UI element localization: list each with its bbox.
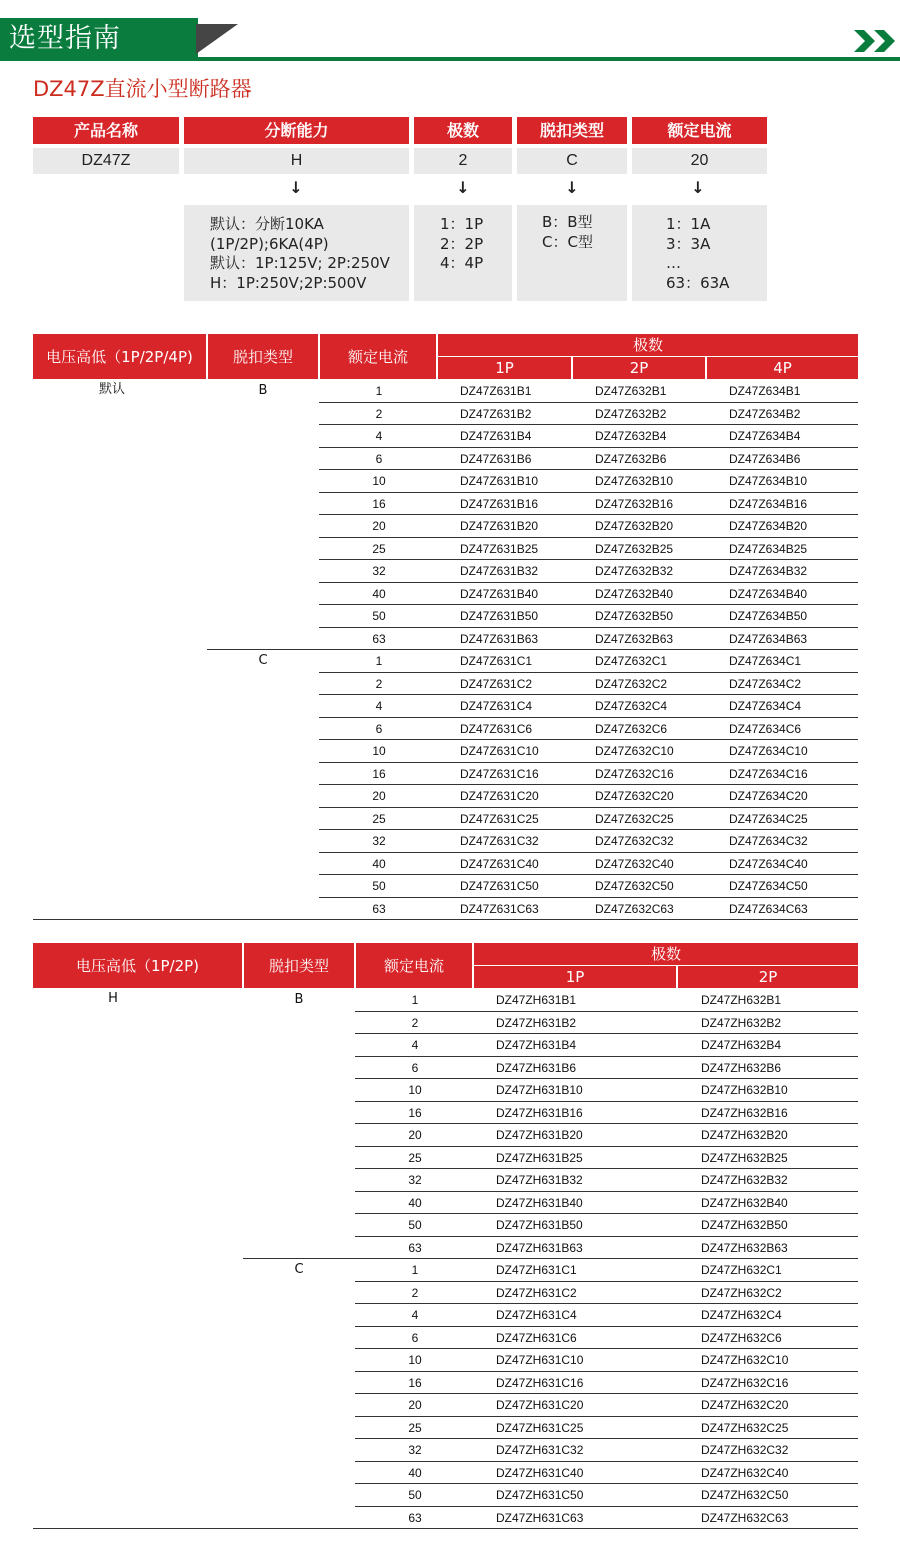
- column-header-rated-current: 额定电流: [320, 334, 436, 379]
- rated-current-cell: 50: [408, 1218, 422, 1232]
- model-code-cell: DZ47Z632B4: [595, 429, 667, 443]
- rated-current-cell: 6: [375, 721, 383, 736]
- model-code-cell: DZ47ZH631C4: [496, 1308, 577, 1322]
- option-line: 默认：1P:125V; 2P:250V: [210, 254, 390, 272]
- selection-header-product-name: 产品名称: [33, 117, 179, 144]
- model-code-cell: DZ47Z634B20: [729, 519, 808, 533]
- model-code-cell: DZ47ZH632B25: [701, 1150, 788, 1165]
- option-line: C：C型: [542, 232, 593, 251]
- model-code-cell: DZ47Z632B2: [595, 406, 667, 421]
- double-chevron-right-icon: [852, 27, 900, 55]
- selection-options-breaking-capacity: [184, 205, 409, 301]
- model-code-cell: DZ47ZH631B50: [496, 1218, 583, 1232]
- voltage-value: 默认: [98, 382, 125, 397]
- rated-current-cell: 1: [375, 384, 383, 398]
- model-code-cell: DZ47ZH632C50: [701, 1488, 789, 1502]
- model-code-cell: DZ47ZH632B63: [701, 1240, 788, 1255]
- model-code-cell: DZ47Z634B32: [729, 564, 808, 578]
- rated-current-cell: 25: [408, 1420, 422, 1435]
- section-title: 选型指南: [9, 23, 121, 54]
- rated-current-cell: 1: [411, 1263, 419, 1277]
- rated-current-cell: 4: [375, 699, 383, 713]
- rated-current-cell: 16: [372, 496, 386, 511]
- model-code-cell: DZ47Z634B4: [729, 429, 801, 443]
- column-header-poles: 极数: [438, 334, 858, 356]
- model-code-cell: DZ47ZH632B1: [701, 993, 782, 1007]
- rated-current-cell: 50: [372, 609, 386, 623]
- trip-type-label: C: [294, 1262, 304, 1277]
- model-code-cell: DZ47Z631B4: [460, 429, 532, 443]
- model-code-cell: DZ47Z634B25: [729, 541, 808, 556]
- model-code-cell: DZ47ZH632C16: [701, 1375, 789, 1390]
- model-code-cell: DZ47ZH631B20: [496, 1128, 583, 1142]
- rated-current-cell: 10: [372, 474, 386, 488]
- trip-type-label: C: [258, 653, 268, 668]
- model-code-cell: DZ47ZH631C50: [496, 1488, 584, 1502]
- product-title: DZ47Z直流小型断路器: [33, 77, 252, 101]
- model-code-cell: DZ47ZH632B40: [701, 1195, 788, 1210]
- down-arrow-icon: ↓: [289, 178, 303, 197]
- header-divider: [0, 57, 900, 61]
- rated-current-cell: 4: [375, 429, 383, 443]
- model-code-cell: DZ47ZH631C40: [496, 1465, 584, 1480]
- model-code-cell: DZ47ZH632B2: [701, 1015, 782, 1030]
- model-code-cell: DZ47ZH631B10: [496, 1083, 583, 1097]
- model-code-cell: DZ47Z631C25: [460, 811, 539, 826]
- rated-current-cell: 63: [408, 1510, 422, 1525]
- column-header-voltage: 电压高低（1P/2P/4P): [33, 334, 206, 379]
- rated-current-cell: 20: [408, 1398, 422, 1412]
- model-code-cell: DZ47Z632B32: [595, 564, 674, 578]
- down-arrow-icon: ↓: [456, 178, 470, 197]
- model-code-cell: DZ47ZH631C32: [496, 1443, 584, 1457]
- rated-current-cell: 40: [372, 856, 386, 871]
- model-code-cell: DZ47ZH632C20: [701, 1398, 789, 1412]
- rated-current-cell: 32: [372, 564, 386, 578]
- model-code-cell: DZ47ZH632C4: [701, 1308, 782, 1322]
- selection-options-poles: [414, 205, 512, 301]
- model-code-cell: DZ47Z634C40: [729, 856, 808, 871]
- option-line: 1：1A: [666, 215, 711, 233]
- model-code-cell: DZ47Z634C16: [729, 766, 808, 781]
- down-arrow-icon: ↓: [565, 178, 579, 197]
- model-code-cell: DZ47Z631C63: [460, 901, 539, 916]
- model-code-cell: DZ47Z631C2: [460, 676, 533, 691]
- rated-current-cell: 10: [372, 744, 386, 758]
- model-code-cell: DZ47ZH631B1: [496, 993, 577, 1007]
- rated-current-cell: 10: [408, 1083, 422, 1097]
- model-code-cell: DZ47ZH631C20: [496, 1398, 584, 1412]
- model-code-cell: DZ47Z634C6: [729, 721, 802, 736]
- model-code-cell: DZ47Z631B6: [460, 451, 532, 466]
- selection-value-product-name: DZ47Z: [33, 148, 179, 174]
- model-code-cell: DZ47Z631C10: [460, 744, 539, 758]
- model-code-cell: DZ47ZH632B10: [701, 1083, 788, 1097]
- model-code-cell: DZ47ZH631C10: [496, 1353, 584, 1367]
- rated-current-cell: 32: [408, 1173, 422, 1187]
- model-code-cell: DZ47Z632C63: [595, 901, 674, 916]
- model-code-cell: DZ47Z632B25: [595, 541, 674, 556]
- model-code-cell: DZ47ZH632C1: [701, 1263, 782, 1277]
- model-code-cell: DZ47Z631B20: [460, 519, 539, 533]
- model-code-cell: DZ47ZH631C25: [496, 1420, 584, 1435]
- model-code-cell: DZ47Z632B20: [595, 519, 674, 533]
- model-code-cell: DZ47Z631B32: [460, 564, 539, 578]
- rated-current-cell: 10: [408, 1353, 422, 1367]
- column-header-trip-type: 脱扣类型: [244, 943, 354, 988]
- selection-value-breaking-capacity: H: [184, 148, 409, 174]
- model-code-cell: DZ47Z631C50: [460, 879, 539, 893]
- rated-current-cell: 20: [372, 789, 386, 803]
- selection-header-trip-type: 脱扣类型: [517, 117, 627, 144]
- rated-current-cell: 20: [408, 1128, 422, 1142]
- column-header-2p: 2P: [678, 966, 858, 988]
- model-code-cell: DZ47ZH632C2: [701, 1285, 782, 1300]
- rated-current-cell: 63: [372, 901, 386, 916]
- column-header-2p: 2P: [573, 357, 705, 379]
- rated-current-cell: 40: [408, 1195, 422, 1210]
- model-code-cell: DZ47Z632B40: [595, 586, 674, 601]
- model-code-cell: DZ47Z632C16: [595, 766, 674, 781]
- section-header: [0, 0, 900, 62]
- model-code-cell: DZ47ZH632B6: [701, 1060, 782, 1075]
- model-code-cell: DZ47ZH631C2: [496, 1285, 577, 1300]
- rated-current-cell: 1: [411, 993, 419, 1007]
- rated-current-cell: 32: [408, 1443, 422, 1457]
- model-code-cell: DZ47Z634C32: [729, 834, 808, 848]
- model-code-cell: DZ47Z632C20: [595, 789, 674, 803]
- model-code-cell: DZ47ZH631B63: [496, 1240, 583, 1255]
- model-code-cell: DZ47ZH631C16: [496, 1375, 584, 1390]
- rated-current-cell: 4: [411, 1308, 419, 1322]
- model-code-cell: DZ47Z634C10: [729, 744, 808, 758]
- model-code-cell: DZ47Z632C32: [595, 834, 674, 848]
- model-code-cell: DZ47Z631C20: [460, 789, 539, 803]
- rated-current-cell: 40: [408, 1465, 422, 1480]
- option-line: 3：3A: [666, 234, 711, 253]
- rated-current-cell: 1: [375, 654, 383, 668]
- model-code-cell: DZ47Z631B40: [460, 586, 539, 601]
- table-bottom-border: [33, 1528, 858, 1529]
- model-code-cell: DZ47ZH632B16: [701, 1105, 788, 1120]
- model-code-cell: DZ47ZH631C1: [496, 1263, 577, 1277]
- rated-current-cell: 25: [372, 811, 386, 826]
- model-code-cell: DZ47ZH632C25: [701, 1420, 789, 1435]
- model-code-cell: DZ47Z631C32: [460, 834, 539, 848]
- model-code-cell: DZ47Z634C1: [729, 654, 802, 668]
- model-code-cell: DZ47ZH631B16: [496, 1105, 583, 1120]
- column-header-1p: 1P: [438, 357, 571, 379]
- column-header-voltage: 电压高低（1P/2P): [33, 943, 242, 988]
- model-code-cell: DZ47ZH632C10: [701, 1353, 789, 1367]
- model-code-cell: DZ47Z632B6: [595, 451, 667, 466]
- rated-current-cell: 20: [372, 519, 386, 533]
- model-code-cell: DZ47ZH631B6: [496, 1060, 577, 1075]
- model-code-cell: DZ47Z631C6: [460, 721, 533, 736]
- model-code-cell: DZ47ZH632B20: [701, 1128, 788, 1142]
- rated-current-cell: 63: [372, 631, 386, 646]
- model-code-cell: DZ47ZH631B4: [496, 1038, 577, 1052]
- model-code-cell: DZ47Z632B1: [595, 384, 667, 398]
- model-code-cell: DZ47Z632C50: [595, 879, 674, 893]
- rated-current-cell: 50: [408, 1488, 422, 1502]
- model-code-cell: DZ47Z632C40: [595, 856, 674, 871]
- rated-current-cell: 50: [372, 879, 386, 893]
- column-header-poles: 极数: [474, 943, 858, 965]
- rated-current-cell: 2: [375, 676, 383, 691]
- rated-current-cell: 6: [411, 1060, 419, 1075]
- model-code-cell: DZ47ZH632B32: [701, 1173, 788, 1187]
- model-code-cell: DZ47Z631B16: [460, 496, 539, 511]
- rated-current-cell: 40: [372, 586, 386, 601]
- model-code-cell: DZ47Z631B63: [460, 631, 539, 646]
- model-code-cell: DZ47Z631B2: [460, 406, 532, 421]
- voltage-value: H: [108, 991, 118, 1006]
- model-code-cell: DZ47Z634B10: [729, 474, 808, 488]
- model-code-cell: DZ47Z632C1: [595, 654, 668, 668]
- trip-type-label: B: [294, 992, 304, 1007]
- rated-current-cell: 16: [408, 1105, 422, 1120]
- model-code-cell: DZ47Z634C4: [729, 699, 802, 713]
- selection-header-breaking-capacity: 分断能力: [184, 117, 409, 144]
- model-code-cell: DZ47Z632C4: [595, 699, 668, 713]
- model-code-cell: DZ47Z632B50: [595, 609, 674, 623]
- model-code-cell: DZ47Z634B16: [729, 496, 808, 511]
- model-code-cell: DZ47Z632C10: [595, 744, 674, 758]
- option-line: 1：1P: [440, 215, 484, 233]
- model-code-cell: DZ47ZH631B25: [496, 1150, 583, 1165]
- model-code-cell: DZ47Z634C20: [729, 789, 808, 803]
- model-code-cell: DZ47Z632B63: [595, 631, 674, 646]
- model-code-cell: DZ47Z634B1: [729, 384, 801, 398]
- model-code-cell: DZ47ZH632C6: [701, 1330, 782, 1345]
- model-code-cell: DZ47Z634C50: [729, 879, 808, 893]
- option-line: …: [666, 254, 681, 272]
- model-code-cell: DZ47Z634B40: [729, 586, 808, 601]
- column-header-1p: 1P: [474, 966, 676, 988]
- column-header-4p: 4P: [707, 357, 858, 379]
- column-header-trip-type: 脱扣类型: [208, 334, 318, 379]
- model-code-cell: DZ47ZH631B2: [496, 1015, 577, 1030]
- model-code-cell: DZ47ZH632B4: [701, 1038, 782, 1052]
- model-code-cell: DZ47Z631C4: [460, 699, 533, 713]
- rated-current-cell: 2: [411, 1015, 419, 1030]
- trip-type-label: B: [258, 383, 268, 398]
- model-code-cell: DZ47ZH632C32: [701, 1443, 789, 1457]
- selection-value-trip-type: C: [517, 148, 627, 174]
- option-line: 2：2P: [440, 234, 484, 253]
- model-code-cell: DZ47Z631C40: [460, 856, 539, 871]
- model-code-cell: DZ47Z634B50: [729, 609, 808, 623]
- model-code-cell: DZ47Z631B25: [460, 541, 539, 556]
- rated-current-cell: 25: [408, 1150, 422, 1165]
- model-code-cell: DZ47Z631C16: [460, 766, 539, 781]
- option-line: H：1P:250V;2P:500V: [210, 273, 367, 292]
- model-code-cell: DZ47Z634B2: [729, 406, 801, 421]
- model-code-cell: DZ47Z632C25: [595, 811, 674, 826]
- model-code-cell: DZ47ZH631B32: [496, 1173, 583, 1187]
- model-code-cell: DZ47ZH631B40: [496, 1195, 583, 1210]
- selection-value-poles: 2: [414, 148, 512, 174]
- model-code-cell: DZ47ZH631C6: [496, 1330, 577, 1345]
- model-code-cell: DZ47Z634C25: [729, 811, 808, 826]
- rated-current-cell: 4: [411, 1038, 419, 1052]
- model-code-cell: DZ47Z631B50: [460, 609, 539, 623]
- down-arrow-icon: ↓: [691, 178, 705, 197]
- option-line: 默认：分断10KA: [210, 215, 324, 233]
- rated-current-cell: 16: [408, 1375, 422, 1390]
- option-line: (1P/2P);6KA(4P): [210, 234, 329, 253]
- selection-value-rated-current: 20: [632, 148, 767, 174]
- selection-header-poles: 极数: [414, 117, 512, 144]
- rated-current-cell: 25: [372, 541, 386, 556]
- rated-current-cell: 2: [411, 1285, 419, 1300]
- model-code-cell: DZ47Z631B1: [460, 384, 532, 398]
- table-bottom-border: [33, 919, 858, 920]
- model-code-cell: DZ47ZH632C63: [701, 1510, 789, 1525]
- model-code-cell: DZ47Z632C2: [595, 676, 668, 691]
- model-code-cell: DZ47Z632B10: [595, 474, 674, 488]
- rated-current-cell: 16: [372, 766, 386, 781]
- model-code-cell: DZ47Z634C63: [729, 901, 808, 916]
- option-line: 4：4P: [440, 254, 484, 272]
- model-code-cell: DZ47Z634C2: [729, 676, 802, 691]
- model-code-cell: DZ47Z634B63: [729, 631, 808, 646]
- rated-current-cell: 63: [408, 1240, 422, 1255]
- model-code-cell: DZ47ZH632B50: [701, 1218, 788, 1232]
- option-line: 63：63A: [666, 273, 730, 292]
- model-code-cell: DZ47Z631B10: [460, 474, 539, 488]
- rated-current-cell: 32: [372, 834, 386, 848]
- rated-current-cell: 6: [375, 451, 383, 466]
- rated-current-cell: 6: [411, 1330, 419, 1345]
- section-tab-slant: [196, 24, 238, 54]
- model-code-cell: DZ47Z632C6: [595, 721, 668, 736]
- model-code-cell: DZ47ZH631C63: [496, 1510, 584, 1525]
- model-code-cell: DZ47Z634B6: [729, 451, 801, 466]
- rated-current-cell: 2: [375, 406, 383, 421]
- selection-header-rated-current: 额定电流: [632, 117, 767, 144]
- column-header-rated-current: 额定电流: [356, 943, 472, 988]
- model-code-cell: DZ47Z631C1: [460, 654, 533, 668]
- model-code-cell: DZ47Z632B16: [595, 496, 674, 511]
- selection-options-trip-type: [517, 205, 627, 301]
- option-line: B：B型: [542, 213, 593, 231]
- model-code-cell: DZ47ZH632C40: [701, 1465, 789, 1480]
- selection-options-rated-current: [632, 205, 767, 301]
